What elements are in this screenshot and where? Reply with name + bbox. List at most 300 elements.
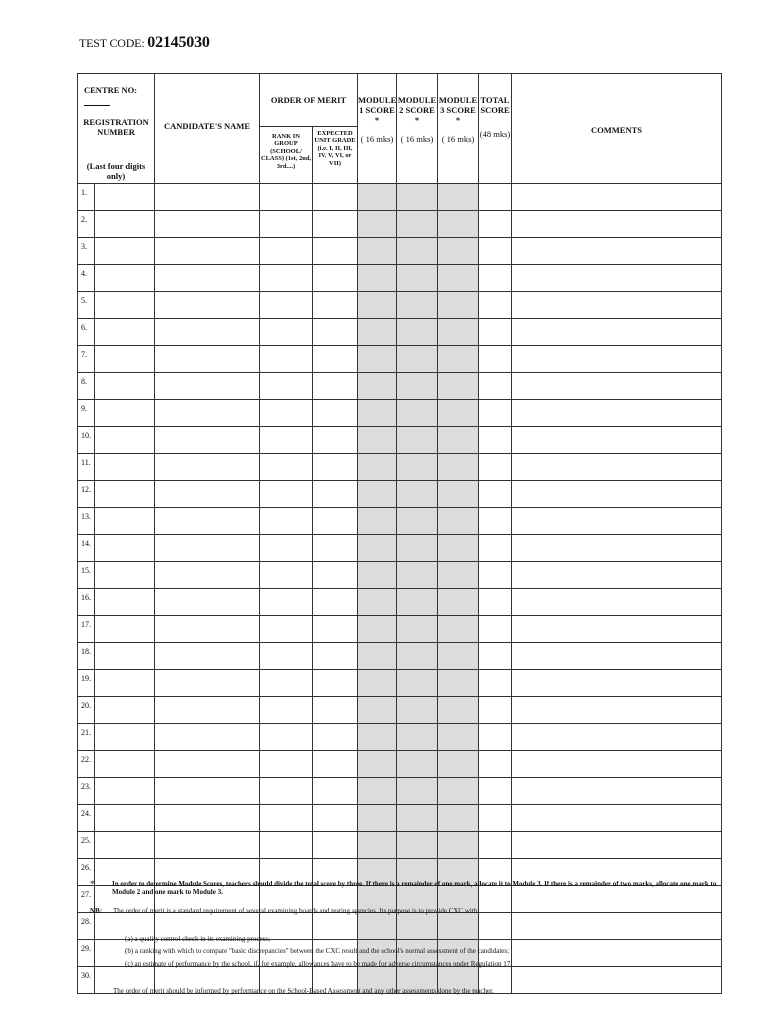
candidate-name-cell[interactable] [155,292,260,319]
table-row [78,400,722,427]
total-score-cell[interactable] [479,238,512,265]
registration-cell[interactable] [95,481,155,508]
centre-no-label: CENTRE NO: [84,85,138,95]
row-number: 21. [78,724,95,751]
table-row [78,292,722,319]
module2-cell[interactable] [397,751,438,778]
rank-in-group-header: RANK IN GROUP (SCHOOL/ CLASS) (1st, 2nd, 3rd....) [260,127,313,184]
total-score-cell[interactable] [479,616,512,643]
module2-cell[interactable] [397,427,438,454]
comments-cell[interactable] [512,319,722,346]
row-number: 12. [78,481,95,508]
module2-cell[interactable] [397,832,438,859]
registration-cell[interactable] [95,211,155,238]
registration-cell[interactable] [95,751,155,778]
module2-cell[interactable] [397,913,438,940]
module2-cell[interactable] [397,292,438,319]
module3-cell[interactable] [438,400,479,427]
module1-cell[interactable] [358,400,397,427]
module3-cell[interactable] [438,211,479,238]
table-row [78,184,722,211]
total-score-cell[interactable] [479,292,512,319]
rank-cell[interactable] [260,265,313,292]
module2-cell[interactable] [397,319,438,346]
comments-cell[interactable] [512,940,722,967]
candidate-name-header: CANDIDATE'S NAME [155,74,260,184]
total-score-header: TOTAL SCORE (48 mks) [479,74,512,184]
total-score-cell[interactable] [479,481,512,508]
grade-cell[interactable] [313,832,358,859]
total-score-cell[interactable] [479,211,512,238]
registration-cell[interactable] [95,238,155,265]
module1-cell[interactable] [358,778,397,805]
module2-cell[interactable] [397,535,438,562]
rank-cell[interactable] [260,211,313,238]
table-row [78,751,722,778]
table-row [78,778,722,805]
module1-cell[interactable] [358,373,397,400]
grade-cell[interactable] [313,562,358,589]
total-score-cell[interactable] [479,454,512,481]
registration-cell[interactable] [95,562,155,589]
comments-cell[interactable] [512,913,722,940]
comments-cell[interactable] [512,184,722,211]
candidate-name-cell[interactable] [155,643,260,670]
candidate-name-cell[interactable] [155,427,260,454]
nb-text: The order of merit is a standard requirement of several examining boards and testing agencies. Its purpose is to provide CXC with: [113,907,480,915]
rank-cell[interactable] [260,481,313,508]
comments-cell[interactable] [512,454,722,481]
module1-cell[interactable] [358,184,397,211]
comments-cell[interactable] [512,724,722,751]
total-score-cell[interactable] [479,373,512,400]
grade-cell[interactable] [313,778,358,805]
registration-cell[interactable] [95,319,155,346]
rank-cell[interactable] [260,643,313,670]
rank-cell[interactable] [260,616,313,643]
table-row [78,265,722,292]
rank-cell[interactable] [260,454,313,481]
comments-cell[interactable] [512,805,722,832]
comments-cell[interactable] [512,508,722,535]
candidate-name-cell[interactable] [155,778,260,805]
rank-cell[interactable] [260,373,313,400]
total-score-cell[interactable] [479,832,512,859]
module1-cell[interactable] [358,211,397,238]
comments-cell[interactable] [512,616,722,643]
nb-item-c: (c) an estimate of performance by the school, if, for example, allowances have to be made for adverse circumstances under Regulation 17. [125,960,512,968]
table-row [78,427,722,454]
total-score-cell[interactable] [479,319,512,346]
comments-cell[interactable] [512,346,722,373]
comments-cell[interactable] [512,643,722,670]
rank-cell[interactable] [260,292,313,319]
comments-cell[interactable] [512,238,722,265]
total-score-cell[interactable] [479,265,512,292]
module1-cell[interactable] [358,724,397,751]
registration-number-label: REGISTRATION NUMBER [83,117,149,137]
table-row [78,589,722,616]
module3-cell[interactable] [438,913,479,940]
module1-cell[interactable] [358,319,397,346]
row-number: 30. [78,967,95,994]
row-number: 13. [78,508,95,535]
module3-cell[interactable] [438,805,479,832]
total-score-cell[interactable] [479,589,512,616]
module2-cell[interactable] [397,481,438,508]
candidate-name-cell[interactable] [155,535,260,562]
module3-cell[interactable] [438,535,479,562]
test-code [79,34,210,52]
row-number: 26. [78,859,95,886]
rank-cell[interactable] [260,346,313,373]
candidate-name-cell[interactable] [155,751,260,778]
module3-cell[interactable] [438,265,479,292]
registration-cell[interactable] [95,589,155,616]
candidate-name-cell[interactable] [155,400,260,427]
grade-cell[interactable] [313,319,358,346]
comments-cell[interactable] [512,400,722,427]
module3-cell[interactable] [438,724,479,751]
module3-cell[interactable] [438,373,479,400]
module2-cell[interactable] [397,454,438,481]
grade-cell[interactable] [313,535,358,562]
module3-cell[interactable] [438,616,479,643]
total-score-cell[interactable] [479,346,512,373]
candidate-name-cell[interactable] [155,454,260,481]
table-row [78,697,722,724]
rank-cell[interactable] [260,670,313,697]
table-row [78,238,722,265]
row-number: 5. [78,292,95,319]
row-number: 7. [78,346,95,373]
module1-cell[interactable] [358,346,397,373]
module1-cell[interactable] [358,562,397,589]
grade-cell[interactable] [313,373,358,400]
grade-cell[interactable] [313,508,358,535]
row-number: 3. [78,238,95,265]
comments-cell[interactable] [512,373,722,400]
grade-cell[interactable] [313,616,358,643]
table-row [78,319,722,346]
table-row [78,616,722,643]
grade-cell[interactable] [313,481,358,508]
grade-cell[interactable] [313,400,358,427]
comments-cell[interactable] [512,670,722,697]
grade-cell[interactable] [313,211,358,238]
comments-cell[interactable] [512,265,722,292]
module2-cell[interactable] [397,616,438,643]
grade-cell[interactable] [313,454,358,481]
comments-cell[interactable] [512,832,722,859]
registration-cell[interactable] [95,346,155,373]
grade-cell[interactable] [313,346,358,373]
module3-cell[interactable] [438,670,479,697]
candidate-name-cell[interactable] [155,724,260,751]
module-score-note: In order to determine Module Scores, teachers should divide the total score by three. If there is a remainder of one mark, allocate it to Module 3. If there is a remainder of two marks, allocate one mark to Module 2 and one mark to Module 3. [112,880,717,896]
candidate-name-cell[interactable] [155,319,260,346]
candidate-name-cell[interactable] [155,670,260,697]
rank-cell[interactable] [260,400,313,427]
grade-cell[interactable] [313,427,358,454]
module3-cell[interactable] [438,481,479,508]
rank-cell[interactable] [260,751,313,778]
grade-cell[interactable] [313,670,358,697]
module3-cell[interactable] [438,292,479,319]
module1-cell[interactable] [358,265,397,292]
grade-cell[interactable] [313,589,358,616]
module3-cell[interactable] [438,454,479,481]
candidate-name-cell[interactable] [155,832,260,859]
comments-cell[interactable] [512,211,722,238]
comments-cell[interactable] [512,778,722,805]
grade-cell[interactable] [313,184,358,211]
candidate-name-cell[interactable] [155,697,260,724]
candidate-name-cell[interactable] [155,184,260,211]
row-number: 22. [78,751,95,778]
order-of-merit-table [77,73,722,994]
module1-cell[interactable] [358,751,397,778]
test-code-value: 02145030 [147,34,210,51]
candidate-name-cell[interactable] [155,589,260,616]
row-number: 8. [78,373,95,400]
comments-cell[interactable] [512,292,722,319]
module1-cell[interactable] [358,589,397,616]
candidate-name-cell[interactable] [155,211,260,238]
module1-header: MODULE 1 SCORE * ( 16 mks) [358,74,397,184]
total-score-cell[interactable] [479,805,512,832]
module2-cell[interactable] [397,562,438,589]
module3-cell[interactable] [438,751,479,778]
grade-cell[interactable] [313,805,358,832]
total-score-cell[interactable] [479,427,512,454]
grade-cell[interactable] [313,643,358,670]
table-row [78,373,722,400]
test-code-label: TEST CODE: [79,36,145,50]
table-row [78,481,722,508]
module2-cell[interactable] [397,643,438,670]
module1-cell[interactable] [358,535,397,562]
registration-cell[interactable] [95,805,155,832]
candidate-name-cell[interactable] [155,481,260,508]
row-number: 9. [78,400,95,427]
rank-cell[interactable] [260,832,313,859]
total-score-cell[interactable] [479,562,512,589]
grade-cell[interactable] [313,751,358,778]
total-score-cell[interactable] [479,697,512,724]
comments-cell[interactable] [512,967,722,994]
comments-cell[interactable] [512,751,722,778]
registration-cell[interactable] [95,265,155,292]
registration-cell[interactable] [95,292,155,319]
candidate-name-cell[interactable] [155,265,260,292]
module3-cell[interactable] [438,508,479,535]
grade-cell[interactable] [313,265,358,292]
module3-cell[interactable] [438,184,479,211]
rank-cell[interactable] [260,508,313,535]
table-row [78,508,722,535]
table-row [78,346,722,373]
registration-cell[interactable] [95,400,155,427]
registration-cell[interactable] [95,184,155,211]
module2-cell[interactable] [397,589,438,616]
nb-label: NB: [90,907,103,915]
total-score-cell[interactable] [479,724,512,751]
rank-cell[interactable] [260,697,313,724]
module1-cell[interactable] [358,643,397,670]
module1-cell[interactable] [358,697,397,724]
rank-cell[interactable] [260,238,313,265]
order-of-merit-header: ORDER OF MERIT [260,74,358,127]
row-number: 1. [78,184,95,211]
row-number: 28. [78,913,95,940]
rank-cell[interactable] [260,562,313,589]
module1-cell[interactable] [358,427,397,454]
row-number: 27. [78,886,95,913]
comments-cell[interactable] [512,481,722,508]
registration-cell[interactable] [95,643,155,670]
module2-cell[interactable] [397,508,438,535]
module2-cell[interactable] [397,670,438,697]
rank-cell[interactable] [260,319,313,346]
module1-cell[interactable] [358,616,397,643]
candidate-name-cell[interactable] [155,373,260,400]
module3-cell[interactable] [438,832,479,859]
comments-cell[interactable] [512,535,722,562]
module2-cell[interactable] [397,400,438,427]
module3-cell[interactable] [438,589,479,616]
module1-cell[interactable] [358,913,397,940]
grade-cell[interactable] [313,292,358,319]
candidate-name-cell[interactable] [155,508,260,535]
total-score-cell[interactable] [479,751,512,778]
table-row [78,724,722,751]
comments-cell[interactable] [512,589,722,616]
total-score-cell[interactable] [479,400,512,427]
nb-item-a: (a) a quality control check in its examining process; [125,935,271,943]
row-number: 16. [78,589,95,616]
rank-cell[interactable] [260,724,313,751]
grade-cell[interactable] [313,913,358,940]
rank-cell[interactable] [260,805,313,832]
comments-header: COMMENTS [512,74,722,184]
table-row [78,535,722,562]
table-row [78,211,722,238]
candidate-name-cell[interactable] [155,238,260,265]
module2-cell[interactable] [397,724,438,751]
rank-cell[interactable] [260,778,313,805]
registration-cell[interactable] [95,778,155,805]
registration-cell[interactable] [95,427,155,454]
row-number: 2. [78,211,95,238]
module2-cell[interactable] [397,805,438,832]
module3-cell[interactable] [438,319,479,346]
grade-cell[interactable] [313,238,358,265]
module3-cell[interactable] [438,427,479,454]
module1-cell[interactable] [358,292,397,319]
module3-cell[interactable] [438,238,479,265]
registration-cell[interactable] [95,454,155,481]
total-score-cell[interactable] [479,778,512,805]
module2-cell[interactable] [397,238,438,265]
registration-cell[interactable] [95,697,155,724]
registration-cell[interactable] [95,508,155,535]
table-row [78,643,722,670]
expected-grade-header: EXPECTED UNIT GRADE (i.e. I, II, III, IV, V, VI, or VII) [313,127,358,184]
comments-cell[interactable] [512,697,722,724]
candidate-name-cell[interactable] [155,562,260,589]
module2-cell[interactable] [397,778,438,805]
rank-cell[interactable] [260,427,313,454]
registration-cell[interactable] [95,832,155,859]
row-number: 17. [78,616,95,643]
registration-cell[interactable] [95,616,155,643]
row-number: 23. [78,778,95,805]
grade-cell[interactable] [313,724,358,751]
module2-cell[interactable] [397,184,438,211]
module1-cell[interactable] [358,508,397,535]
module1-cell[interactable] [358,481,397,508]
module1-cell[interactable] [358,670,397,697]
row-number: 11. [78,454,95,481]
registration-cell[interactable] [95,535,155,562]
module2-cell[interactable] [397,211,438,238]
row-number: 24. [78,805,95,832]
module2-cell[interactable] [397,373,438,400]
comments-cell[interactable] [512,427,722,454]
module1-cell[interactable] [358,832,397,859]
comments-cell[interactable] [512,562,722,589]
row-number: 10. [78,427,95,454]
total-score-cell[interactable] [479,508,512,535]
module1-cell[interactable] [358,454,397,481]
module1-cell[interactable] [358,238,397,265]
candidate-name-cell[interactable] [155,346,260,373]
module3-cell[interactable] [438,562,479,589]
total-score-cell[interactable] [479,670,512,697]
rank-cell[interactable] [260,184,313,211]
module3-cell[interactable] [438,697,479,724]
module2-cell[interactable] [397,697,438,724]
candidate-name-cell[interactable] [155,616,260,643]
registration-cell[interactable] [95,724,155,751]
row-number: 20. [78,697,95,724]
module3-cell[interactable] [438,778,479,805]
table-row [78,832,722,859]
candidate-name-cell[interactable] [155,805,260,832]
module2-cell[interactable] [397,346,438,373]
row-number: 14. [78,535,95,562]
final-note: The order of merit should be informed by performance on the School-Based Assessment and any other assessments done by the teacher. [113,987,494,995]
rank-cell[interactable] [260,589,313,616]
registration-cell[interactable] [95,373,155,400]
module2-cell[interactable] [397,265,438,292]
row-number: 19. [78,670,95,697]
registration-header [78,74,155,184]
module3-cell[interactable] [438,643,479,670]
row-number: 4. [78,265,95,292]
registration-cell[interactable] [95,670,155,697]
total-score-cell[interactable] [479,643,512,670]
grade-cell[interactable] [313,697,358,724]
module2-header: MODULE 2 SCORE * ( 16 mks) [397,74,438,184]
rank-cell[interactable] [260,535,313,562]
module1-cell[interactable] [358,805,397,832]
module3-cell[interactable] [438,346,479,373]
total-score-cell[interactable] [479,184,512,211]
total-score-cell[interactable] [479,913,512,940]
total-score-cell[interactable] [479,535,512,562]
